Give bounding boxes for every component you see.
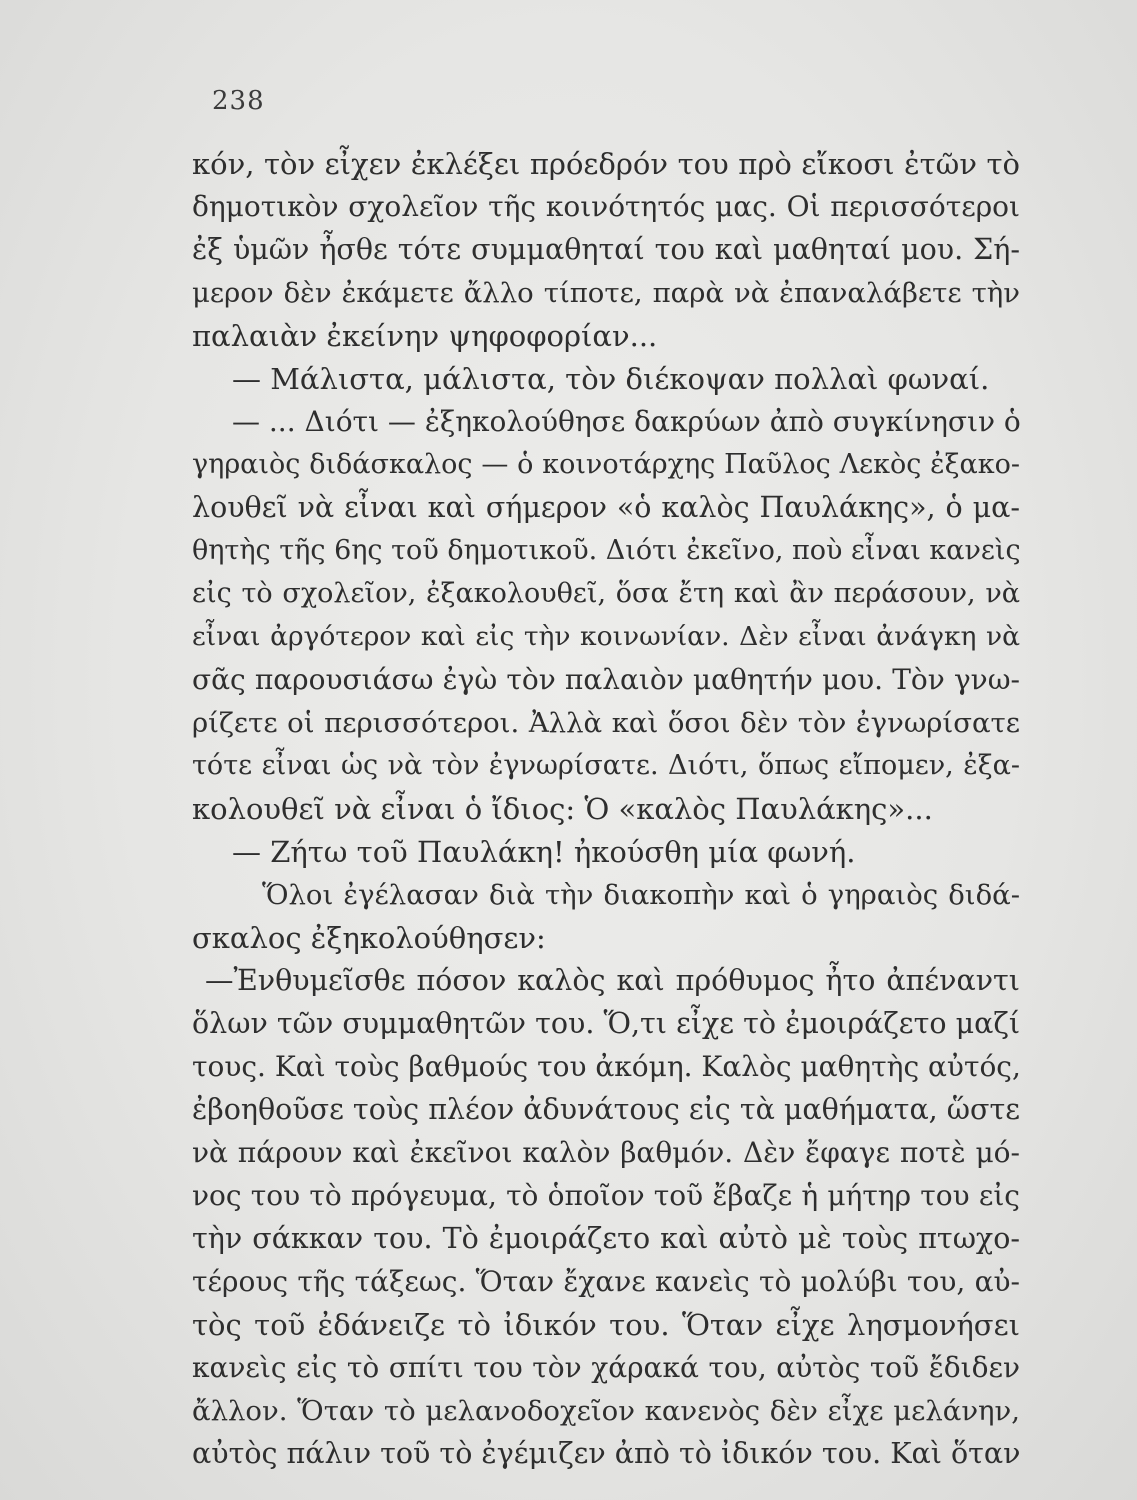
text-line: σᾶς παρουσιάσω ἐγὼ τὸν παλαιὸν μαθητήν μου. Τὸν γνω- (192, 663, 1020, 696)
text-line: τέρους τῆς τάξεως. Ὅταν ἔχανε κανεὶς τὸ μολύβι του, αὐ- (192, 1265, 1020, 1298)
text-line: σκαλος ἐξηκολούθησεν: (192, 921, 546, 955)
text-line: αὐτὸς πάλιν τοῦ τὸ ἐγέμιζεν ἀπὸ τὸ ἰδικόν του. Καὶ ὅταν (192, 1437, 1021, 1470)
text-line: ἄλλον. Ὅταν τὸ μελανοδοχεῖον κανενὸς δὲν εἶχε μελάνην, (192, 1395, 1020, 1427)
text-line: τὸς τοῦ ἐδάνειζε τὸ ἰδικόν του. Ὅταν εἶχε λησμονήσει (192, 1308, 1020, 1342)
text-line: νὰ πάρουν καὶ ἐκεῖνοι καλὸν βαθμόν. Δὲν ἔφαγε ποτὲ μό- (192, 1136, 1020, 1169)
text-line: — ... Διότι — ἐξηκολούθησε δακρύων ἀπὸ συγκίνησιν ὁ (232, 405, 1021, 438)
text-line: δημοτικὸν σχολεῖον τῆς κοινότητός μας. Οἱ περισσότεροι (192, 190, 1020, 223)
text-line: —Ἐνθυμεῖσθε πόσον καλὸς καὶ πρόθυμος ἦτο ἀπέναντι (205, 964, 1020, 997)
text-line: νος του τὸ πρόγευμα, τὸ ὁποῖον τοῦ ἔβαζε ἡ μήτηρ του εἰς (192, 1179, 1020, 1212)
text-line: — Ζήτω τοῦ Παυλάκη! ἠκούσθη μία φωνή. (232, 835, 856, 869)
text-line: θητὴς τῆς 6ης τοῦ δημοτικοῦ. Διότι ἐκεῖνο, ποὺ εἶναι κανεὶς (192, 535, 1021, 566)
text-line: εἶναι ἀργότερον καὶ εἰς τὴν κοινωνίαν. Δὲν εἶναι ἀνάγκη νὰ (192, 621, 1020, 652)
text-line: εἰς τὸ σχολεῖον, ἐξακολουθεῖ, ὅσα ἔτη καὶ ἂν περάσουν, νὰ (192, 578, 1020, 609)
text-line: μερον δὲν ἐκάμετε ἄλλο τίποτε, παρὰ νὰ ἐπαναλάβετε τὴν (192, 277, 1020, 309)
text-line: τὴν σάκκαν του. Τὸ ἐμοιράζετο καὶ αὐτὸ μὲ τοὺς πτωχο- (192, 1222, 1020, 1255)
text-line: κόν, τὸν εἶχεν ἐκλέξει πρόεδρόν του πρὸ εἴκοσι ἐτῶν τὸ (192, 147, 1020, 181)
text-line: κολουθεῖ νὰ εἶναι ὁ ἴδιος: Ὁ «καλὸς Παυλάκης»... (192, 792, 933, 826)
text-line: λουθεῖ νὰ εἶναι καὶ σήμερον «ὁ καλὸς Παυλάκης», ὁ μα- (192, 491, 1020, 524)
text-line: — Μάλιστα, μάλιστα, τὸν διέκοψαν πολλαὶ φωναί. (232, 362, 990, 396)
text-line: τους. Καὶ τοὺς βαθμούς του ἀκόμη. Καλὸς μαθητὴς αὐτός, (192, 1050, 1021, 1083)
text-line: γηραιὸς διδάσκαλος — ὁ κοινοτάρχης Παῦλος Λεκὸς ἐξακο- (192, 449, 1020, 480)
text-line: κανεὶς εἰς τὸ σπίτι του τὸν χάρακά του, αὐτὸς τοῦ ἔδιδεν (192, 1351, 1020, 1384)
text-line: ἐβοηθοῦσε τοὺς πλέον ἀδυνάτους εἰς τὰ μαθήματα, ὥστε (192, 1093, 1021, 1126)
page-number: 238 (212, 86, 265, 116)
text-line: παλαιὰν ἐκείνην ψηφοφορίαν... (192, 319, 658, 353)
text-line: ρίζετε οἱ περισσότεροι. Ἀλλὰ καὶ ὅσοι δὲν τὸν ἐγνωρίσατε (192, 707, 1020, 739)
text-line: ὅλων τῶν συμμαθητῶν του. Ὅ,τι εἶχε τὸ ἐμοιράζετο μαζί (192, 1007, 1020, 1040)
text-line: τότε εἶναι ὡς νὰ τὸν ἐγνωρίσατε. Διότι, ὅπως εἴπομεν, ἐξα- (192, 750, 1020, 781)
text-line: Ὅλοι ἐγέλασαν διὰ τὴν διακοπὴν καὶ ὁ γηραιὸς διδά- (262, 879, 1020, 911)
text-line: ἐξ ὑμῶν ἦσθε τότε συμμαθηταί του καὶ μαθηταί μου. Σή- (192, 233, 1020, 266)
